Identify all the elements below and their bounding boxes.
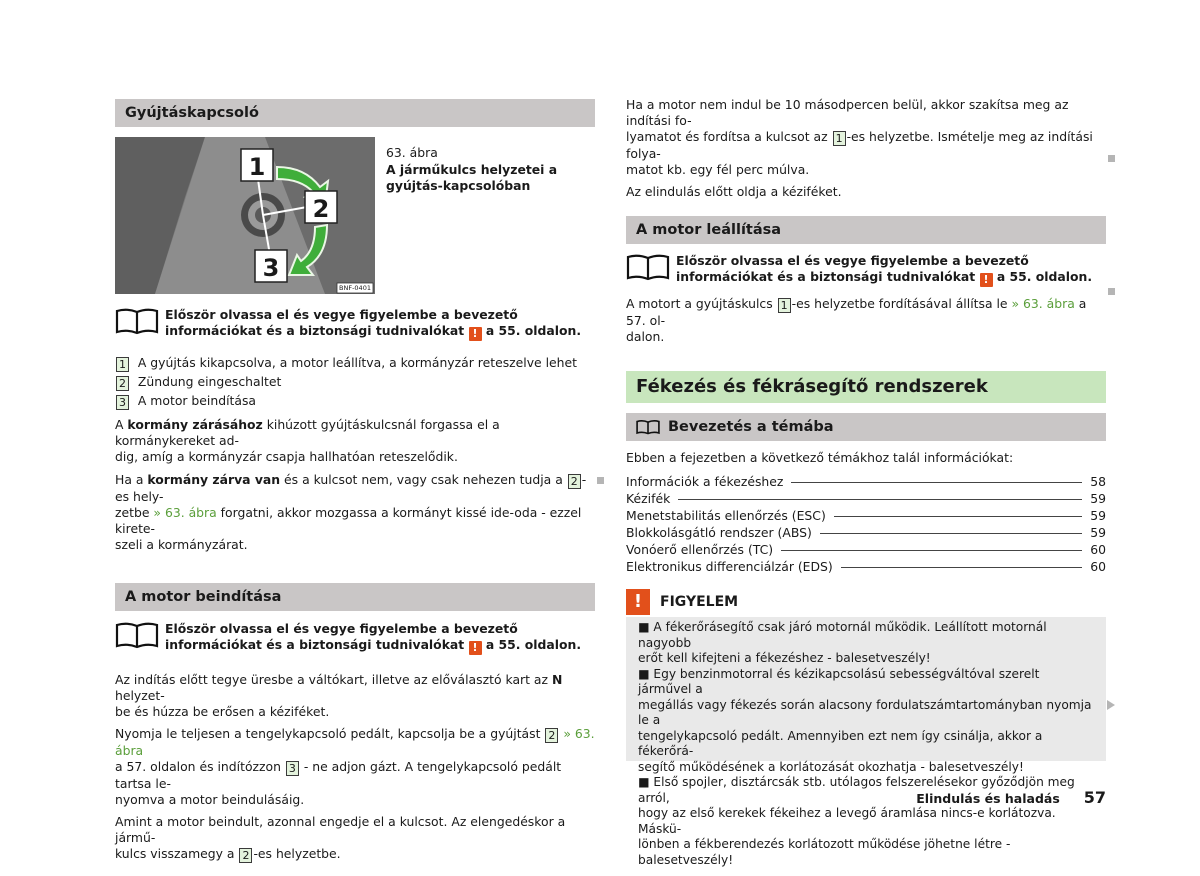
section-end-marker xyxy=(597,477,604,484)
figure-link[interactable]: » 63. ábra xyxy=(115,726,595,758)
warning-line: megállás vagy fékezés során alacsony fordulatszámtartományban nyomja le a xyxy=(638,697,1092,727)
notice-page-ref[interactable]: a 55. oldalon. xyxy=(481,323,582,338)
read-first-notice: Először olvassa el és vegye figyelembe a bevezető információkat és a biztonsági tudnivalókat ! a 55. oldalon. xyxy=(626,253,1106,287)
read-first-notice xyxy=(115,307,595,341)
warning-line: erőt kell kifejteni a fékezéshez - balesetveszély! xyxy=(638,651,931,665)
left-column xyxy=(115,99,595,863)
figure-link[interactable]: » 63. ábra xyxy=(1011,296,1075,311)
warning-icon: ! xyxy=(626,589,650,615)
continue-arrow-icon xyxy=(1107,700,1115,710)
book-icon xyxy=(115,307,159,335)
figure-marker-2: 2 xyxy=(312,195,330,223)
warning-icon: ! xyxy=(469,641,482,655)
warning-line: segítő működésének a korlátozását okozhatja - balesetveszély! xyxy=(638,759,1024,774)
book-icon xyxy=(626,253,670,281)
book-icon xyxy=(115,621,159,649)
figure-code: BNF-0401 xyxy=(339,284,371,292)
list-item: 1 A gyújtás kikapcsolva, a motor leállítva, a kormányzár reteszelve lehet xyxy=(115,355,595,372)
list-item: 3 A motor beindítása xyxy=(115,393,595,410)
toc-item[interactable]: Menetstabilitás ellenőrzés (ESC) 59 xyxy=(626,508,1106,523)
toc-item[interactable]: Elektronikus differenciálzár (EDS) 60 xyxy=(626,559,1106,574)
notice-page-ref[interactable]: a 55. oldalon. xyxy=(992,269,1093,284)
read-first-notice: Először olvassa el és vegye figyelembe a bevezető információkat és a biztonsági tudnivalókat ! a 55. oldalon. xyxy=(115,621,595,655)
paragraph-restart: Ha a motor nem indul be 10 másodpercen belül, akkor szakítsa meg az indítási fo- lyamatot és fordítsa a kulcsot az 1 -es helyzetbe. Ismételje meg az indítási folya- matot kb. egy fél perc múlva. Az elindulás előtt oldja a kéziféket. xyxy=(626,97,1093,199)
warning-line: ■ A fékerőrásegítő csak járó motornál működik. Leállított motornál nagyobb xyxy=(638,620,1047,650)
chapter-title: Fékezés és fékrásegítő rendszerek xyxy=(626,371,1106,403)
page-footer xyxy=(900,788,1106,807)
notice-page-ref[interactable]: a 55. oldalon. xyxy=(481,637,582,652)
warning-line: lönben a fékberendezés korlátozott működése jöhetne létre - balesetveszély! xyxy=(638,837,1011,867)
section-header-engine-stop: A motor leállítása xyxy=(626,216,1106,244)
warning-line: ■ Egy benzinmotorral és kézikapcsolású sebességváltóval szerelt járművel a xyxy=(638,666,1040,696)
figure-marker-3: 3 xyxy=(262,254,280,282)
footer-section: Elindulás és haladás xyxy=(916,791,1060,806)
figure-marker-1: 1 xyxy=(248,153,266,181)
paragraph-neutral: Az indítás előtt tegye üresbe a váltókart, illetve az előválasztó kart az N helyzet- be és húzza be erősen a kéziféket. xyxy=(115,672,563,719)
warning-line: ■ Első spojler, disztárcsák stb. utólagos felszerelésekor győződjön meg arról, xyxy=(638,775,1075,805)
section-end-marker xyxy=(1108,288,1115,295)
page-number: 57 xyxy=(1083,788,1106,807)
section-header-ignition: Gyújtáskapcsoló xyxy=(115,99,595,127)
list-item: 2 Zündung eingeschaltet xyxy=(115,374,595,391)
toc-item[interactable]: Kézifék 59 xyxy=(626,491,1106,506)
warning-title: FIGYELEM xyxy=(660,594,739,610)
table-of-contents xyxy=(626,474,1106,576)
paragraph-steering-locked: Ha a kormány zárva van és a kulcsot nem, vagy csak nehezen tudja a 2 -es hely- zetbe » 63. ábra forgatni, akkor mozgassa a kormányt kissé ide-oda - ezzel kirete- szeli a kormányzárat. xyxy=(115,472,587,552)
section-header-engine-start: A motor beindítása xyxy=(115,583,595,611)
paragraph-steering-lock: A kormány zárásához kihúzott gyújtáskulcsnál forgassa el a kormánykereket ad- dig, amíg a kormányzár csapja hallhatóan reteszelődik. xyxy=(115,417,500,464)
warning-line: tengelykapcsoló pedált. Amennyiben ezt nem így csinálja, akkor a fékerőrá- xyxy=(638,728,1043,758)
paragraph-clutch: Nyomja le teljesen a tengelykapcsoló pedált, kapcsolja be a gyújtást 2 » 63. ábra a 57. oldalon és indítózzon 3 - ne adjon gázt. A tengelykapcsoló pedált tartsa le- nyomva a motor beindulásáig. xyxy=(115,726,595,807)
figure-number: 63. ábra xyxy=(386,145,438,160)
warning-line: hogy az első kerekek fékeihez a levegő áramlása nincs-e korlátozva. Máskü- xyxy=(638,806,1056,836)
warning-icon: ! xyxy=(469,327,482,341)
position-list xyxy=(115,355,595,410)
section-end-marker xyxy=(1108,155,1115,162)
section-header-intro: Bevezetés a témába xyxy=(626,413,1106,441)
warning-icon: ! xyxy=(980,273,993,287)
paragraph-release-key: Amint a motor beindult, azonnal engedje el a kulcsot. Az elengedéskor a jármű- kulcs visszamegy a 2 -es helyzetbe. xyxy=(115,814,566,862)
toc-item[interactable]: Blokkolásgátló rendszer (ABS) 59 xyxy=(626,525,1106,540)
toc-item[interactable]: Vonóerő ellenőrzés (TC) 60 xyxy=(626,542,1106,557)
book-icon xyxy=(636,419,660,435)
paragraph-engine-stop: A motort a gyújtáskulcs 1 -es helyzetbe fordításával állítsa le » 63. ábra a 57. ol- dalon. xyxy=(626,296,1087,344)
figure-caption: A járműkulcs helyzetei a gyújtás-kapcsolóban xyxy=(386,162,558,193)
figure-link[interactable]: » 63. ábra xyxy=(153,505,217,520)
figure-ignition xyxy=(115,137,595,296)
notice-text: Először olvassa el és vegye figyelembe a bevezető információkat és a biztonsági tudnivalókat xyxy=(165,307,518,338)
intro-text: Ebben a fejezetben a következő témákhoz talál információkat: xyxy=(626,450,1014,465)
toc-item[interactable]: Információk a fékezéshez 58 xyxy=(626,474,1106,489)
